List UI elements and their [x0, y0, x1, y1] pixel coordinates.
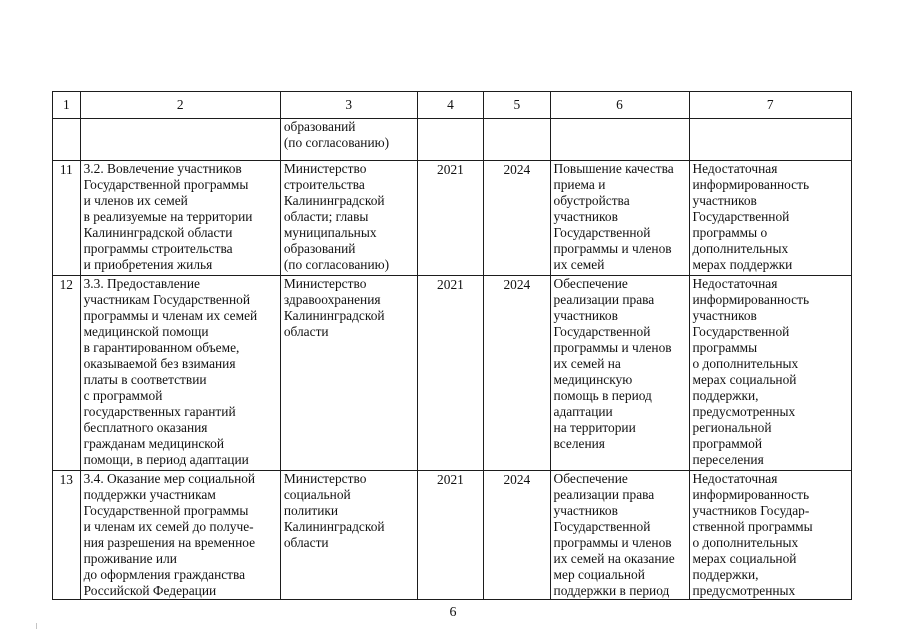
start-year-cell: 2021: [417, 276, 483, 471]
risk-cell: Недостаточная информированность участников Государственной программы о дополнительных мерах социальной поддержки, предусмотренных региональной программой переселения: [689, 276, 852, 471]
table-row: [53, 471, 852, 600]
measure-cell: [80, 119, 280, 161]
column-number-row: [53, 92, 852, 119]
responsible-cell: Министерство строительства Калининградской области; главы муниципальных образований (по согласованию): [280, 161, 417, 276]
measure-cell: 3.4. Оказание мер социальной поддержки участникам Государственной программы и членам их семей до получе- ния разрешения на временное проживание или до оформления гражданства Российской Федерации: [80, 471, 280, 600]
table-header: [53, 92, 852, 119]
column-3-header: 3: [280, 92, 417, 119]
table-row: [53, 161, 852, 276]
result-cell: Повышение качества приема и обустройства участников Государственной программы и членов их семей: [550, 161, 689, 276]
row-number-cell: 12: [53, 276, 81, 471]
responsible-cell: Министерство здравоохранения Калининградской области: [280, 276, 417, 471]
program-measures-table: [52, 91, 852, 600]
row-number-cell: [53, 119, 81, 161]
result-cell: Обеспечение реализации права участников Государственной программы и членов их семей на медицинскую помощь в период адаптации на территории вселения: [550, 276, 689, 471]
start-year-cell: [417, 119, 483, 161]
table-row: [53, 276, 852, 471]
responsible-cell: Министерство социальной политики Калининградской области: [280, 471, 417, 600]
end-year-cell: 2024: [484, 471, 550, 600]
responsible-cell: образований (по согласованию): [280, 119, 417, 161]
end-year-cell: [484, 119, 550, 161]
start-year-cell: 2021: [417, 471, 483, 600]
column-7-header: 7: [689, 92, 852, 119]
column-2-header: 2: [80, 92, 280, 119]
end-year-cell: 2024: [484, 161, 550, 276]
row-number-cell: 11: [53, 161, 81, 276]
column-5-header: 5: [484, 92, 550, 119]
risk-cell: Недостаточная информированность участников Государ- ственной программы о дополнительных мерах социальной поддержки, предусмотренных: [689, 471, 852, 600]
page-number: 6: [449, 605, 457, 620]
row-number-cell: 13: [53, 471, 81, 600]
result-cell: Обеспечение реализации права участников Государственной программы и членов их семей на оказание мер социальной поддержки в период: [550, 471, 689, 600]
measure-cell: 3.2. Вовлечение участников Государственной программы и членов их семей в реализуемые на территории Калининградской области программы строительства и приобретения жилья: [80, 161, 280, 276]
measure-cell: 3.3. Предоставление участникам Государственной программы и членам их семей медицинской помощи в гарантированном объеме, оказываемой без взимания платы в соответствии с программой государственных гарантий бесплатного оказания гражданам медицинской помощи, в период адаптации: [80, 276, 280, 471]
start-year-cell: 2021: [417, 161, 483, 276]
risk-cell: [689, 119, 852, 161]
end-year-cell: 2024: [484, 276, 550, 471]
column-4-header: 4: [417, 92, 483, 119]
table-row: [53, 119, 852, 161]
risk-cell: Недостаточная информированность участников Государственной программы о дополнительных мерах поддержки: [689, 161, 852, 276]
result-cell: [550, 119, 689, 161]
scan-artifact: [36, 623, 37, 629]
column-1-header: 1: [53, 92, 81, 119]
column-6-header: 6: [550, 92, 689, 119]
table-body: [53, 119, 852, 600]
